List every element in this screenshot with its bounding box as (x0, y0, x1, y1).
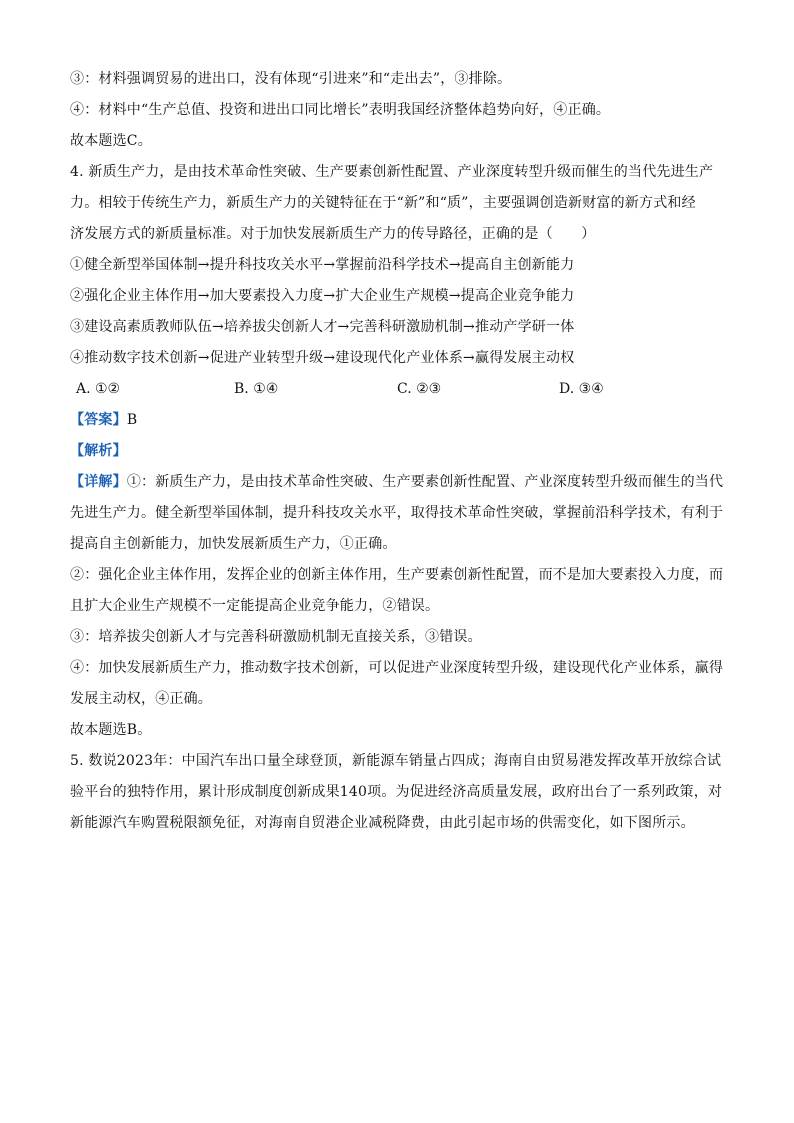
question-5 (70, 746, 724, 839)
question-4 (70, 157, 724, 746)
text-line: ④：材料中“生产总值、投资和进出口同比增长”表明我国经济整体趋势向好，④正确。 (70, 102, 611, 118)
option-c: C. ②③ (397, 381, 442, 397)
question-stem-line: 5. 数说2023年：中国汽车出口量全球登顶，新能源车销量占四成；海南自由贸易港发挥改革开放综合试 (70, 753, 722, 769)
document-page (70, 64, 724, 839)
answer-value: B (126, 412, 138, 428)
explanation-line: 先进生产力。健全新型举国体制，提升科技攻关水平，取得技术革命性突破，掌握前沿科学技术，有利于 (70, 505, 724, 521)
question-stem-line: 新能源汽车购置税限额免征，对海南自贸港企业减税降费，由此引起市场的供需变化，如下图所示。 (70, 815, 695, 831)
statement-1: ①健全新型举国体制→提升科技攻关水平→掌握前沿科学技术→提高自主创新能力 (70, 257, 575, 273)
text-line: ③：材料强调贸易的进出口，没有体现“引进来”和“走出去”，③排除。 (70, 71, 512, 87)
analysis-line (70, 436, 724, 467)
explanation-line: 发展主动权，④正确。 (70, 691, 212, 707)
question-stem-line: 济发展方式的新质量标准。对于加快发展新质生产力的传导路径，正确的是（ ） (70, 226, 596, 242)
explanation-line: ②：强化企业主体作用，发挥企业的创新主体作用，生产要素创新性配置，而不是加大要素投入力度，而 (70, 567, 724, 583)
statement-2: ②强化企业主体作用→加大要素投入力度→扩大企业生产规模→提高企业竞争能力 (70, 288, 575, 304)
statement-4: ④推动数字技术创新→促进产业转型升级→建设现代化产业体系→赢得发展主动权 (70, 350, 575, 366)
explanation-line: ③：培养拔尖创新人才与完善科研激励机制无直接关系，③错误。 (70, 629, 482, 645)
answer-line (70, 405, 724, 436)
option-a: A. ①② (76, 381, 121, 397)
detail-line (70, 467, 724, 498)
detail-text: ①：新质生产力，是由技术革命性突破、生产要素创新性配置、产业深度转型升级而催生的当代 (126, 474, 724, 490)
option-b: B. ①④ (234, 381, 279, 397)
answer-label: 【答案】 (70, 412, 127, 428)
question-stem-line: 验平台的独特作用，累计形成制度创新成果140项。为促进经济高质量发展，政府出台了一系列政策，对 (70, 784, 723, 800)
option-d: D. ③④ (559, 381, 604, 397)
detail-label: 【详解】 (70, 474, 127, 490)
answer-options (70, 374, 724, 405)
statement-3: ③建设高素质教师队伍→培养拔尖创新人才→完善科研激励机制→推动产学研一体 (70, 319, 575, 335)
question-stem-line: 力。相较于传统生产力，新质生产力的关键特征在于“新”和“质”，主要强调创造新财富的新方式和经 (70, 195, 696, 211)
explanation-line: 提高自主创新能力，加快发展新质生产力，①正确。 (70, 536, 397, 552)
explanation-line: 且扩大企业生产规模不一定能提高企业竞争能力，②错误。 (70, 598, 440, 614)
explanation-line: 故本题选B。 (70, 722, 152, 738)
analysis-label: 【解析】 (70, 443, 127, 459)
question-stem-line: 4. 新质生产力，是由技术革命性突破、生产要素创新性配置、产业深度转型升级而催生的当代先进生产 (70, 164, 714, 180)
explanation-line: ④：加快发展新质生产力，推动数字技术创新，可以促进产业深度转型升级，建设现代化产业体系，赢得 (70, 660, 724, 676)
text-line: 故本题选C。 (70, 133, 152, 149)
